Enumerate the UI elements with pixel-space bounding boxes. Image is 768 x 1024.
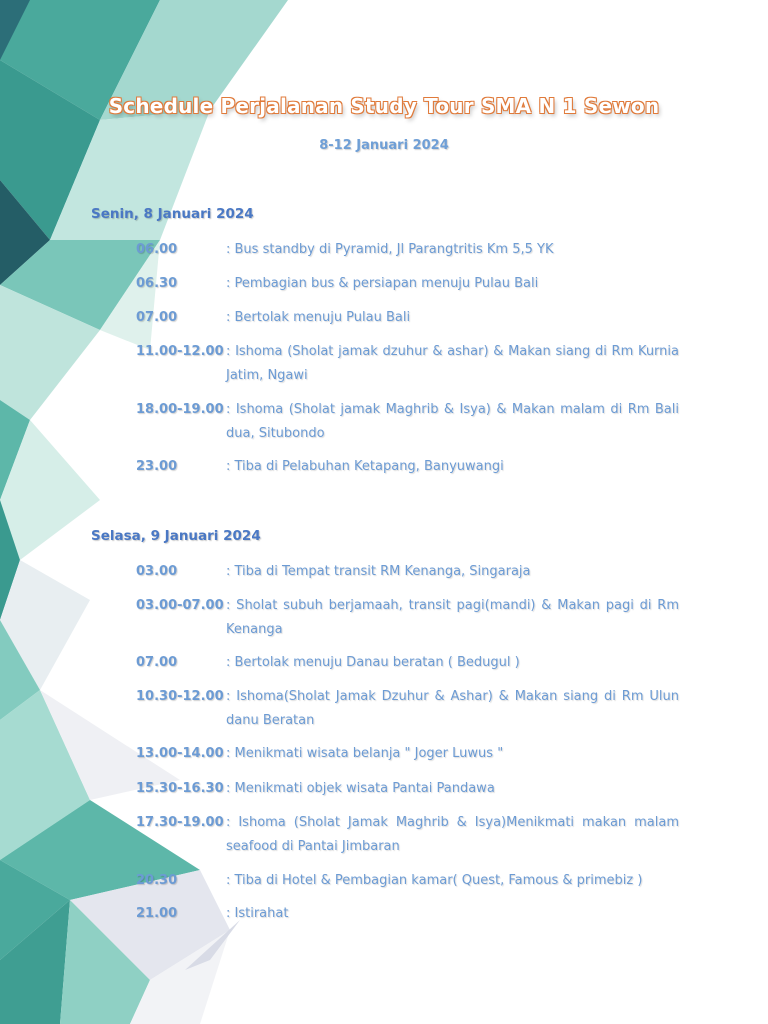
schedule-activity: : Sholat subuh berjamaah, transit pagi(mandi) & Makan pagi di Rm Kenanga xyxy=(226,598,679,637)
page-title: Schedule Perjalanan Study Tour SMA N 1 Sewon xyxy=(108,94,660,118)
schedule-activity: : Tiba di Hotel & Pembagian kamar( Quest, Famous & primebiz ) xyxy=(226,873,643,888)
schedule-activity: : Tiba di Pelabuhan Ketapang, Banyuwangi xyxy=(226,459,504,474)
schedule-time: 07.00 xyxy=(136,655,178,670)
schedule-time: 18.00-19.00 xyxy=(136,402,224,417)
schedule-time: 11.00-12.00 xyxy=(136,344,224,359)
schedule-activity: : Ishoma(Sholat Jamak Dzuhur & Ashar) & Makan siang di Rm Ulun danu Beratan xyxy=(226,689,679,728)
schedule-time: 10.30-12.00 xyxy=(136,689,224,704)
schedule-activity: : Ishoma (Sholat jamak dzuhur & ashar) & Makan siang di Rm Kurnia Jatim, Ngawi xyxy=(226,344,679,383)
schedule-activity: : Istirahat xyxy=(226,906,289,921)
schedule-activity: : Ishoma (Sholat jamak Maghrib & Isya) & Makan malam di Rm Bali dua, Situbondo xyxy=(226,402,679,441)
schedule-time: 21.00 xyxy=(136,906,178,921)
schedule-time: 17.30-19.00 xyxy=(136,815,224,830)
schedule-time: 23.00 xyxy=(136,459,178,474)
day-heading-senin: Senin, 8 Januari 2024 xyxy=(91,206,254,222)
schedule-activity: : Menikmati objek wisata Pantai Pandawa xyxy=(226,781,495,796)
schedule-time: 15.30-16.30 xyxy=(136,781,224,796)
schedule-time: 06.00 xyxy=(136,242,178,257)
schedule-time: 03.00 xyxy=(136,564,178,579)
date-range: 8-12 Januari 2024 xyxy=(319,138,449,153)
schedule-activity: : Tiba di Tempat transit RM Kenanga, Singaraja xyxy=(226,564,531,579)
schedule-activity: : Ishoma (Sholat Jamak Maghrib & Isya)Menikmati makan malam seafood di Pantai Jimbaran xyxy=(226,815,679,854)
schedule-time: 20.30 xyxy=(136,873,178,888)
schedule-activity: : Menikmati wisata belanja " Joger Luwus " xyxy=(226,746,504,761)
day-heading-selasa: Selasa, 9 Januari 2024 xyxy=(91,528,261,544)
schedule-activity: : Bus standby di Pyramid, Jl Parangtritis Km 5,5 YK xyxy=(226,242,554,257)
schedule-time: 06.30 xyxy=(136,276,178,291)
schedule-activity: : Bertolak menuju Danau beratan ( Bedugul ) xyxy=(226,655,520,670)
schedule-time: 07.00 xyxy=(136,310,178,325)
schedule-time: 13.00-14.00 xyxy=(136,746,224,761)
schedule-activity: : Pembagian bus & persiapan menuju Pulau Bali xyxy=(226,276,539,291)
schedule-time: 03.00-07.00 xyxy=(136,598,224,613)
schedule-activity: : Bertolak menuju Pulau Bali xyxy=(226,310,411,325)
